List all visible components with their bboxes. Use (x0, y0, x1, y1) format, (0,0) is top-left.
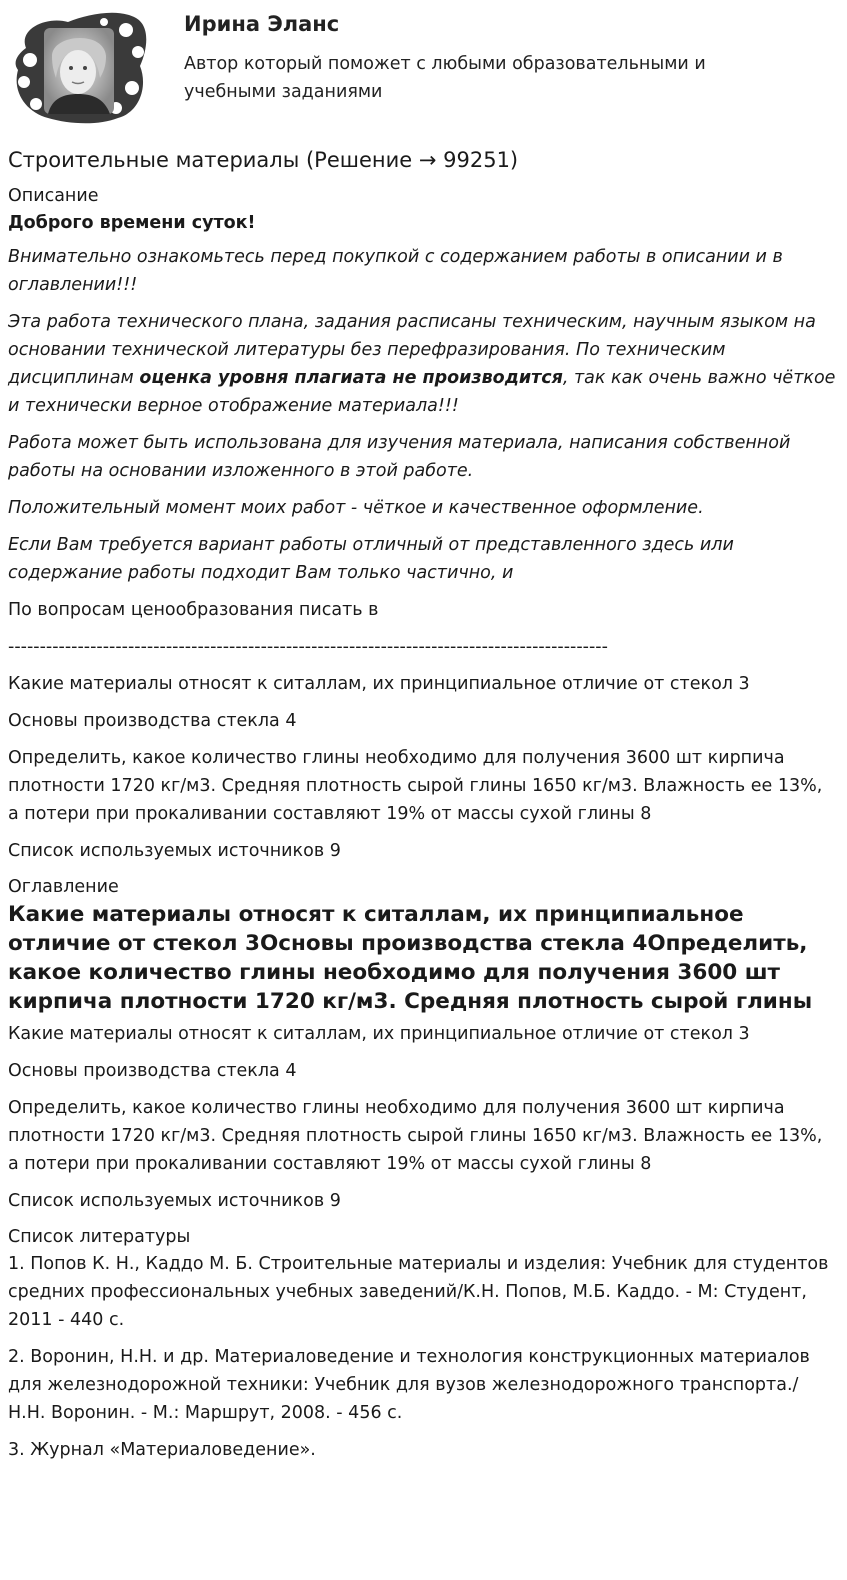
literature-item: 1. Попов К. Н., Каддо М. Б. Строительные материалы и изделия: Учебник для студентов средних профессиональных учебных заведений/К.Н. Попов, М.Б. Каддо. - М: Студент, 2011 - 440 с. (8, 1254, 829, 1330)
literature-item: 2. Воронин, Н.Н. и др. Материаловедение и технология конструкционных материалов для железнодорожной техники: Учебник для вузов железнодорожного транспорта./ Н.Н. Воронин. - М.: Маршрут, 2008. - 456 с. (8, 1347, 810, 1423)
intro-paragraph-3: Работа может быть использована для изучения материала, написания собственной работы на основании изложенного в этой работе. (8, 433, 791, 481)
intro-paragraph-1: Внимательно ознакомьтесь перед покупкой с содержанием работы в описании и в оглавлении!!! (8, 247, 783, 295)
intro-p2-end: , так как очень важно чёткое и технически верное отображение материала!!! (8, 368, 836, 416)
author-name: Ирина Эланс (184, 12, 340, 36)
author-description: Автор который поможет с любыми образовательными и учебными заданиями (184, 54, 706, 102)
intro-paragraph-4: Положительный момент моих работ - чёткое и качественное оформление. (8, 498, 704, 518)
toc-heading: Какие материалы относят к ситаллам, их принципиальное отличие от стекол 3Основы производства стекла 4Определить, какое количество глины необходимо для получения 3600 шт кирпича плотности 1720 кг/м3. Средняя плотность сырой глины (8, 902, 813, 1014)
description-label: Описание (8, 186, 99, 206)
greeting: Доброго времени суток! (8, 213, 256, 233)
intro-paragraph-5: Если Вам требуется вариант работы отличный от представленного здесь или содержание работы подходит Вам только частично, и (8, 535, 734, 583)
contents-item: Список используемых источников 9 (8, 841, 341, 861)
intro-p2-bold: оценка уровня плагиата не производится (139, 368, 563, 388)
contents-item: Какие материалы относят к ситаллам, их принципиальное отличие от стекол 3 (8, 674, 750, 694)
intro-p2-start: Эта работа технического плана, задания расписаны техническим, научным языком на основании технической литературы без перефразирования. По техническим дисциплинам (8, 312, 816, 388)
author-header (8, 8, 838, 128)
divider-line: ----------------------------------------------------------------------------------------------- (8, 637, 608, 657)
toc-item: Какие материалы относят к ситаллам, их принципиальное отличие от стекол 3 (8, 1024, 750, 1044)
toc-item: Определить, какое количество глины необходимо для получения 3600 шт кирпича плотности 1720 кг/м3. Средняя плотность сырой глины 1650 кг/м3. Влажность ее 13%, а потери при прокаливании составляют 19% от массы сухой глины 8 (8, 1098, 823, 1174)
toc-item: Основы производства стекла 4 (8, 1061, 297, 1081)
contents-item: Основы производства стекла 4 (8, 711, 297, 731)
author-avatar (8, 8, 150, 126)
document-body (8, 145, 838, 1473)
pricing-note: По вопросам ценообразования писать в (8, 600, 379, 620)
contents-item: Определить, какое количество глины необходимо для получения 3600 шт кирпича плотности 1720 кг/м3. Средняя плотность сырой глины 1650 кг/м3. Влажность ее 13%, а потери при прокаливании составляют 19% от массы сухой глины 8 (8, 748, 823, 824)
document-title: Строительные материалы (Решение → 99251) (8, 148, 519, 172)
toc-label: Оглавление (8, 877, 119, 897)
toc-item: Список используемых источников 9 (8, 1191, 341, 1211)
literature-item: 3. Журнал «Материаловедение». (8, 1440, 316, 1460)
literature-list (8, 1250, 838, 1464)
intro-paragraph-2 (8, 308, 838, 420)
literature-label: Список литературы (8, 1227, 191, 1247)
